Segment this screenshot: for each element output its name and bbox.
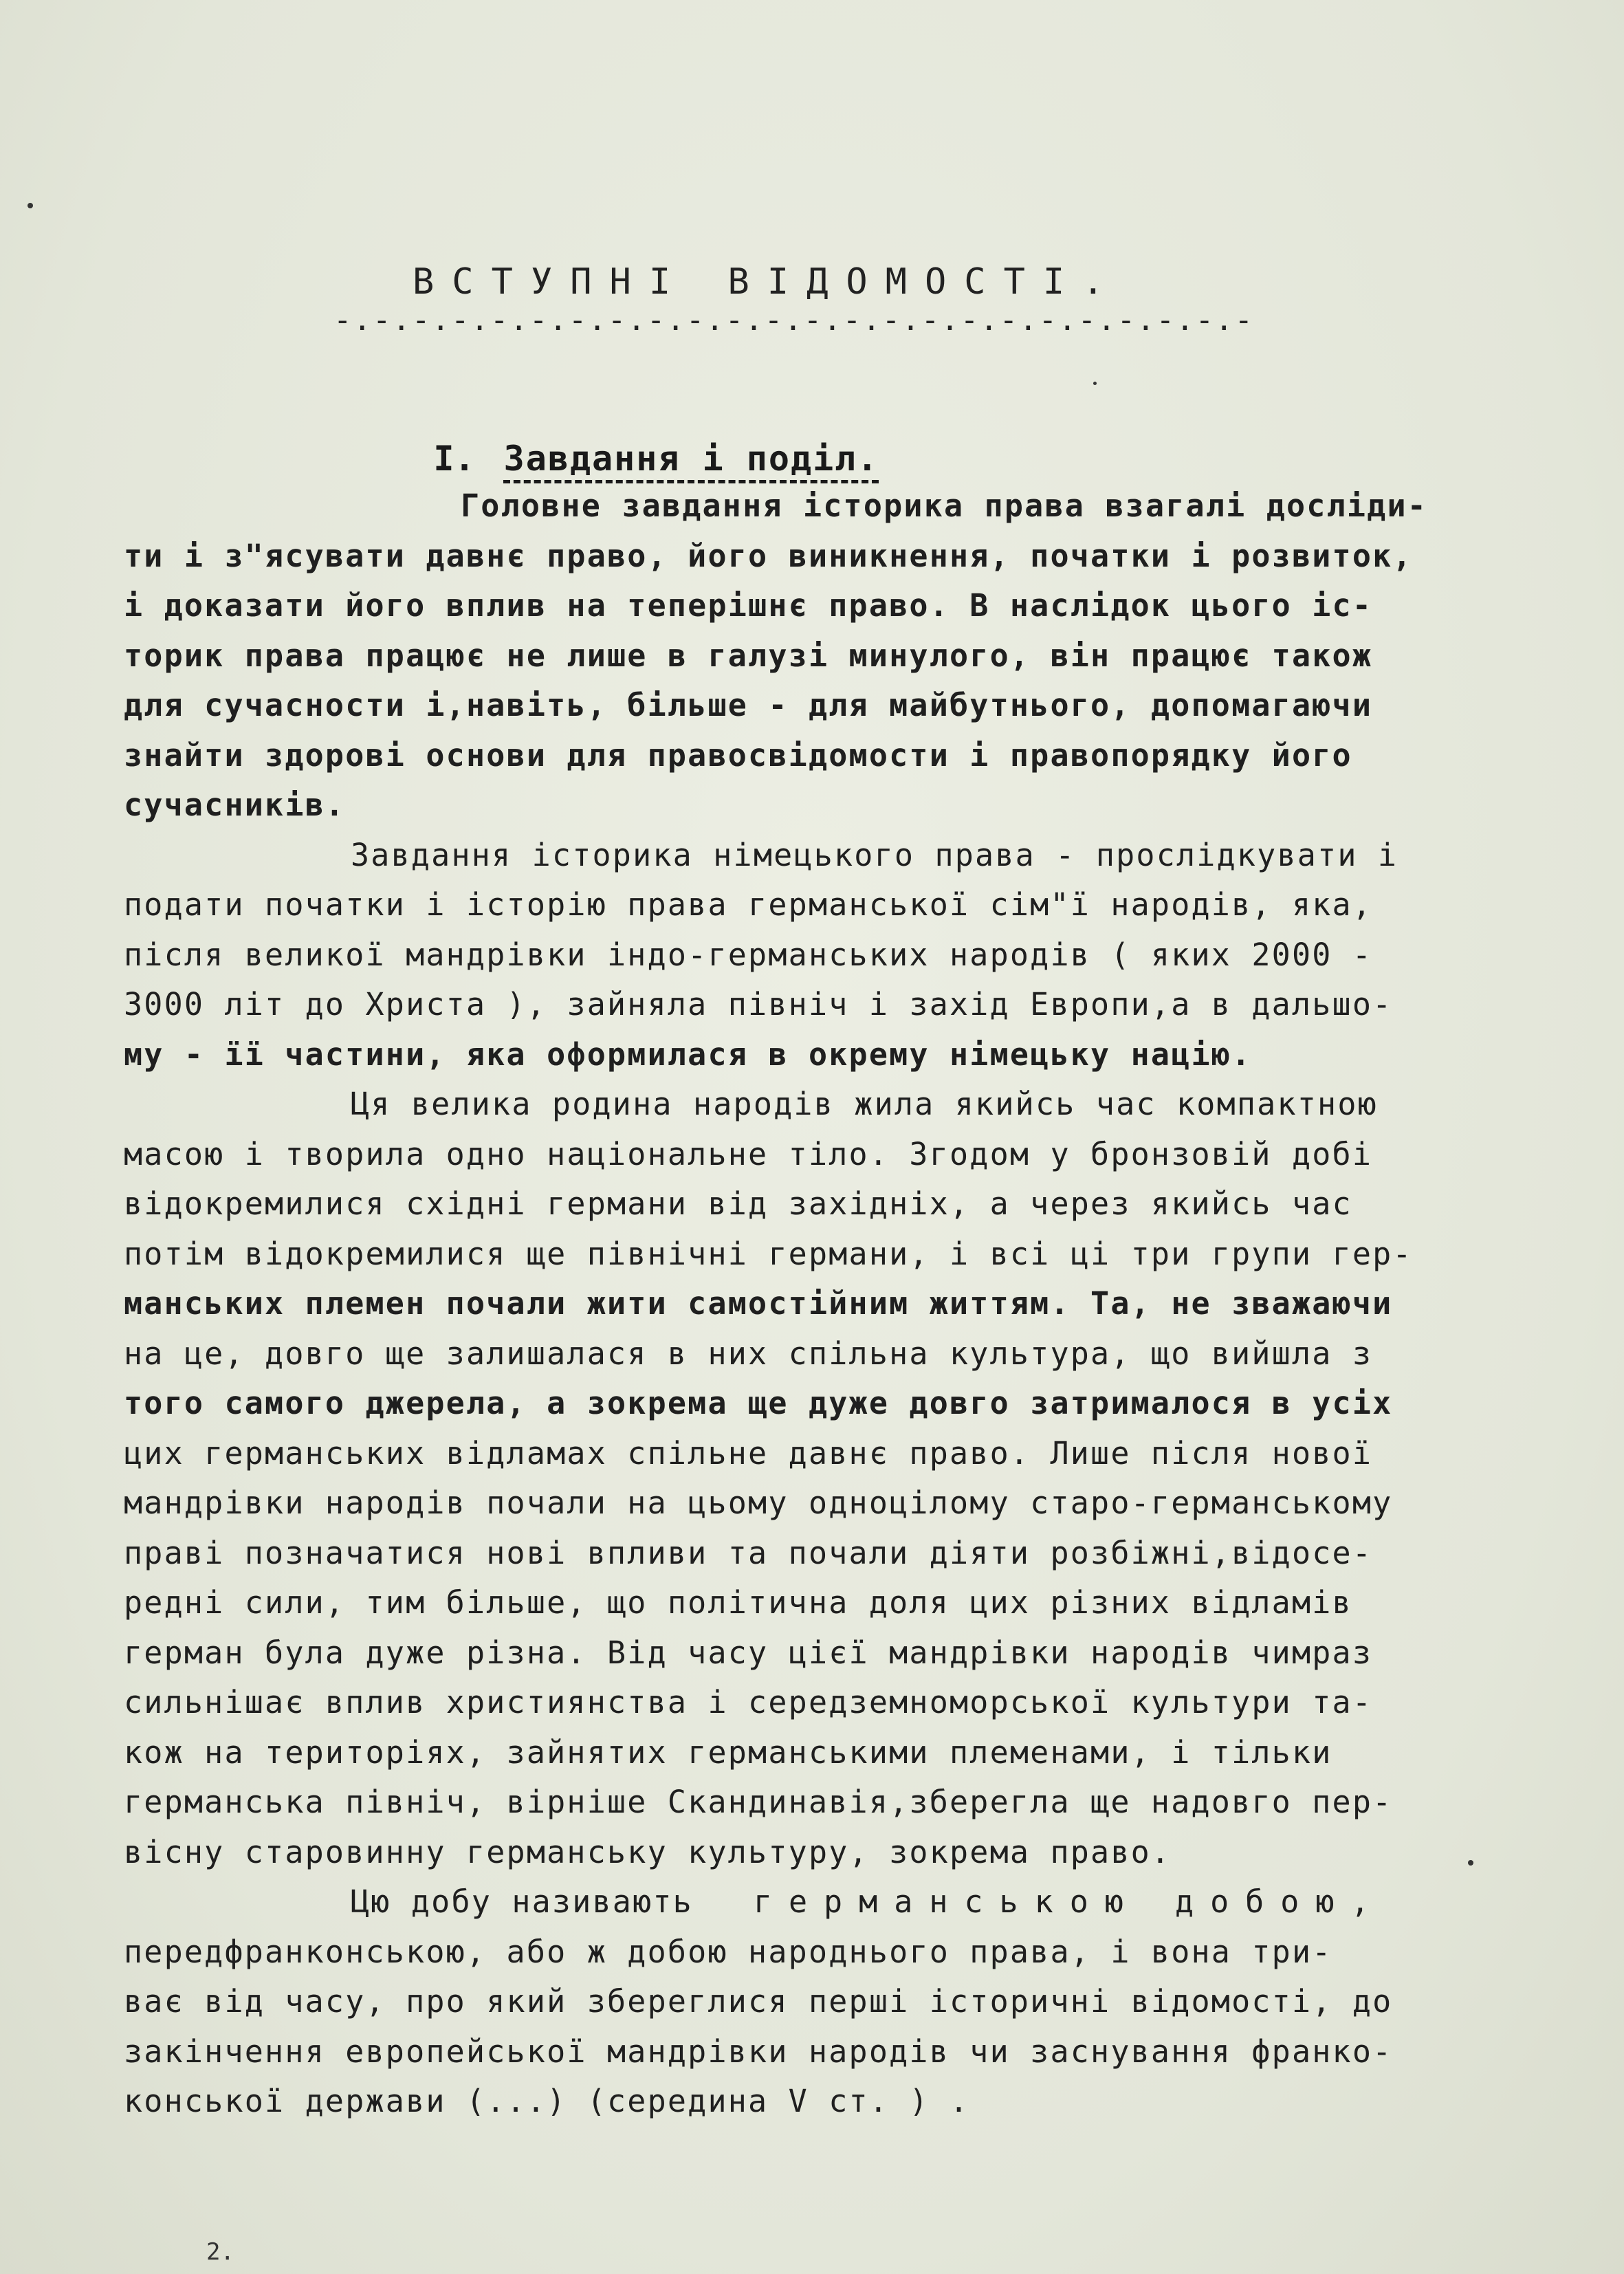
section-number: I.	[433, 439, 475, 479]
text-line: сучасників.	[124, 787, 346, 823]
text-line: праві позначатися нові впливи та почали діяти розбіжні,відосе-	[124, 1534, 1373, 1571]
text-line: Завдання історика німецького права - прослідкувати і	[351, 836, 1398, 873]
text-line: мандрівки народів почали на цьому одноцілому старо-германському	[124, 1485, 1393, 1521]
page-number: 2.	[206, 2238, 234, 2266]
text-line: сильнішає вплив християнства і середземноморської культури та-	[124, 1684, 1373, 1720]
text-line: подати початки і історію права германської сім"ї народів, яка,	[124, 886, 1373, 923]
spaced-text: германською добою,	[753, 1883, 1386, 1920]
text-line: германська північ, вірніше Скандинавія,зберегла ще надовго пер-	[124, 1784, 1393, 1820]
text-fragment: Цю добу називають	[351, 1883, 693, 1920]
title-underline: -.-.-.-.-.-.-.-.-.-.-.-.-.-.-.-.-.-.-.-.-.-.-.-	[333, 303, 1255, 338]
text-line: і доказати його вплив на теперішнє право. В наслідок цього іс-	[124, 587, 1373, 624]
text-line: Ця велика родина народів жила якийсь час компактною	[351, 1086, 1378, 1122]
text-line	[124, 1877, 1554, 1927]
document-body	[124, 481, 1554, 2127]
text-line: масою і творила одно національне тіло. Згодом у бронзовій добі	[124, 1135, 1373, 1172]
text-line: ває від часу, про який збереглися перші історичні відомості, до	[124, 1983, 1393, 2020]
text-line: редні сили, тим більше, що політична доля цих різних відламів	[124, 1584, 1352, 1621]
document-title: ВСТУПНІ ВІДОМОСТІ.	[413, 261, 1122, 303]
text-line: манських племен почали жити самостійним життям. Та, не зважаючи	[124, 1285, 1393, 1322]
section-title: Завдання і поділ.	[503, 439, 879, 479]
text-line: після великої мандрівки індо-германських народів ( яких 2000 -	[124, 936, 1373, 973]
text-line: герман була дуже різна. Від часу цієї мандрівки народів чимраз	[124, 1634, 1373, 1671]
text-line: для сучасности і,навіть, більше - для майбутнього, допомагаючи	[124, 687, 1373, 723]
text-line: 3000 літ до Христа ), зайняла північ і захід Европи,а в дальшо-	[124, 986, 1393, 1023]
text-line: Головне завдання історика права взагалі досліди-	[461, 488, 1428, 524]
text-line: торик права працює не лише в галузі минулого, він працює також	[124, 637, 1373, 674]
text-line: потім відокремилися ще північні германи, і всі ці три групи гер-	[124, 1235, 1413, 1272]
speck	[1093, 382, 1097, 385]
text-line: кож на територіях, зайнятих германськими племенами, і тільки	[124, 1734, 1332, 1771]
speck	[28, 203, 33, 208]
text-line: знайти здорові основи для правосвідомости і правопорядку його	[124, 736, 1352, 774]
text-line: му - її частини, яка оформилася в окрему німецьку націю.	[124, 1036, 1252, 1073]
text-line: вісну старовинну германську культуру, зокрема право.	[124, 1833, 1172, 1870]
text-line: цих германських відламах спільне давнє право. Лише після нової	[124, 1434, 1373, 1472]
text-line: закінчення европейської мандрівки народів чи заснування франко-	[124, 2033, 1393, 2070]
text-line: конської держави (...) (середина V ст. ) .	[124, 2083, 970, 2119]
text-line: відокремилися східні германи від західніх, а через якийсь час	[124, 1185, 1352, 1222]
speck	[1468, 1860, 1473, 1866]
text-line: ти і з"ясувати давнє право, його виникнення, початки і розвиток,	[124, 537, 1413, 574]
text-line: передфранконською, або ж добою народнього права, і вона три-	[124, 1933, 1332, 1970]
text-line: того самого джерела, а зокрема ще дуже довго затрималося в усіх	[124, 1385, 1393, 1421]
text-line: на це, довго ще залишалася в них спільна культура, що вийшла з	[124, 1335, 1373, 1372]
